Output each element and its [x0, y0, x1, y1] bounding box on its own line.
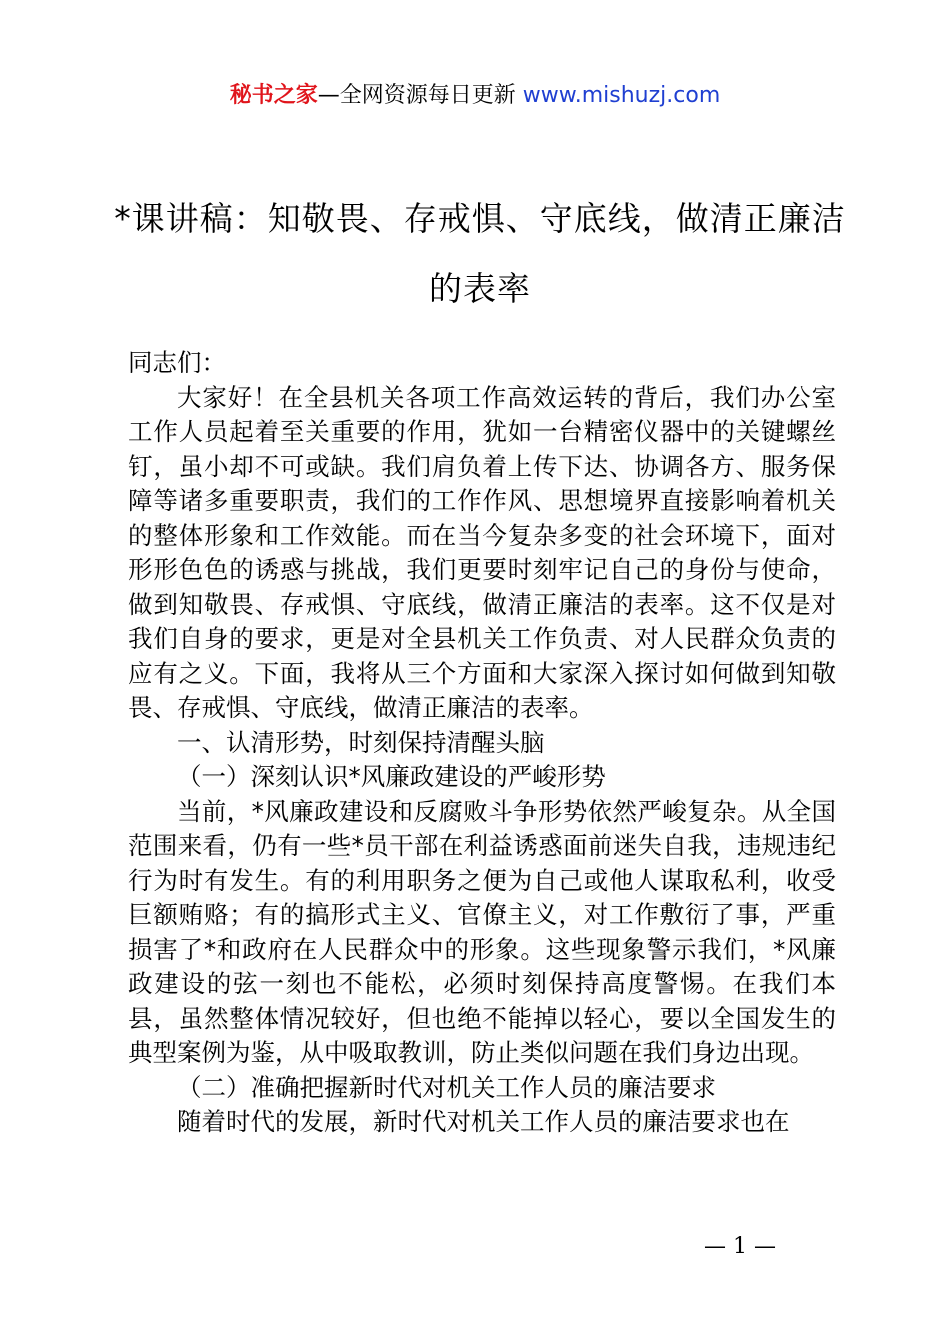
subsection-heading-1-2: （二）准确把握新时代对机关工作人员的廉洁要求 — [177, 1072, 716, 1102]
paragraph-intro: 大家好！在全县机关各项工作高效运转的背后，我们办公室工作人员起着至关重要的作用，犹如一台精密仪器中的关键螺丝钉，虽小却不可或缺。我们肩负着上传下达、协调各方、服务保障等诸多重要职责，我们的工作作风、思想境界直接影响着机关的整体形象和工作效能。而在当今复杂多变的社会环境下，面对形形色色的诱惑与挑战，我们更要时刻牢记自己的身份与使命，做到知敬畏、存戒惧、守底线，做清正廉洁的表率。这不仅是对我们自身的要求，更是对全县机关工作负责、对人民群众负责的应有之义。下面，我将从三个方面和大家深入探讨如何做到知敬畏、存戒惧、守底线，做清正廉洁的表率。 — [128, 382, 836, 722]
site-url-link[interactable]: www.mishuzj.com — [522, 83, 721, 108]
paragraph-1-2: 随着时代的发展，新时代对机关工作人员的廉洁要求也在 — [177, 1107, 790, 1136]
document-title: *课讲稿：知敬畏、存戒惧、守底线，做清正廉洁的表率 — [114, 199, 846, 308]
paragraph-1-1: 当前，*风廉政建设和反腐败斗争形势依然严峻复杂。从全国范围来看，仍有一些*员干部在利益诱惑面前迷失自我，违规违纪行为时有发生。有的利用职务之便为自己或他人谋取私利，收受巨额贿赂；有的搞形式主义、官僚主义，对工作敷衍了事，严重损害了*和政府在人民群众中的形象。这些现象警示我们，*风廉政建设的弦一刻也不能松，必须时刻保持高度警惕。在我们本县，虽然整体情况较好，但也绝不能掉以轻心，要以全国发生的典型案例为鉴，从中吸取教训，防止类似问题在我们身边出现。 — [128, 796, 836, 1067]
salutation: 同志们： — [128, 348, 226, 377]
subsection-heading-1-1: （一）深刻认识*风廉政建设的严峻形势 — [177, 762, 606, 791]
site-header — [0, 80, 950, 112]
section-heading-1: 一、认清形势，时刻保持清醒头脑 — [177, 727, 545, 757]
page-number: — 1 — — [704, 1234, 776, 1259]
document-body — [128, 346, 836, 1140]
site-brand: 秘书之家 — [229, 83, 318, 108]
site-tagline: —全网资源每日更新 — [317, 83, 523, 108]
